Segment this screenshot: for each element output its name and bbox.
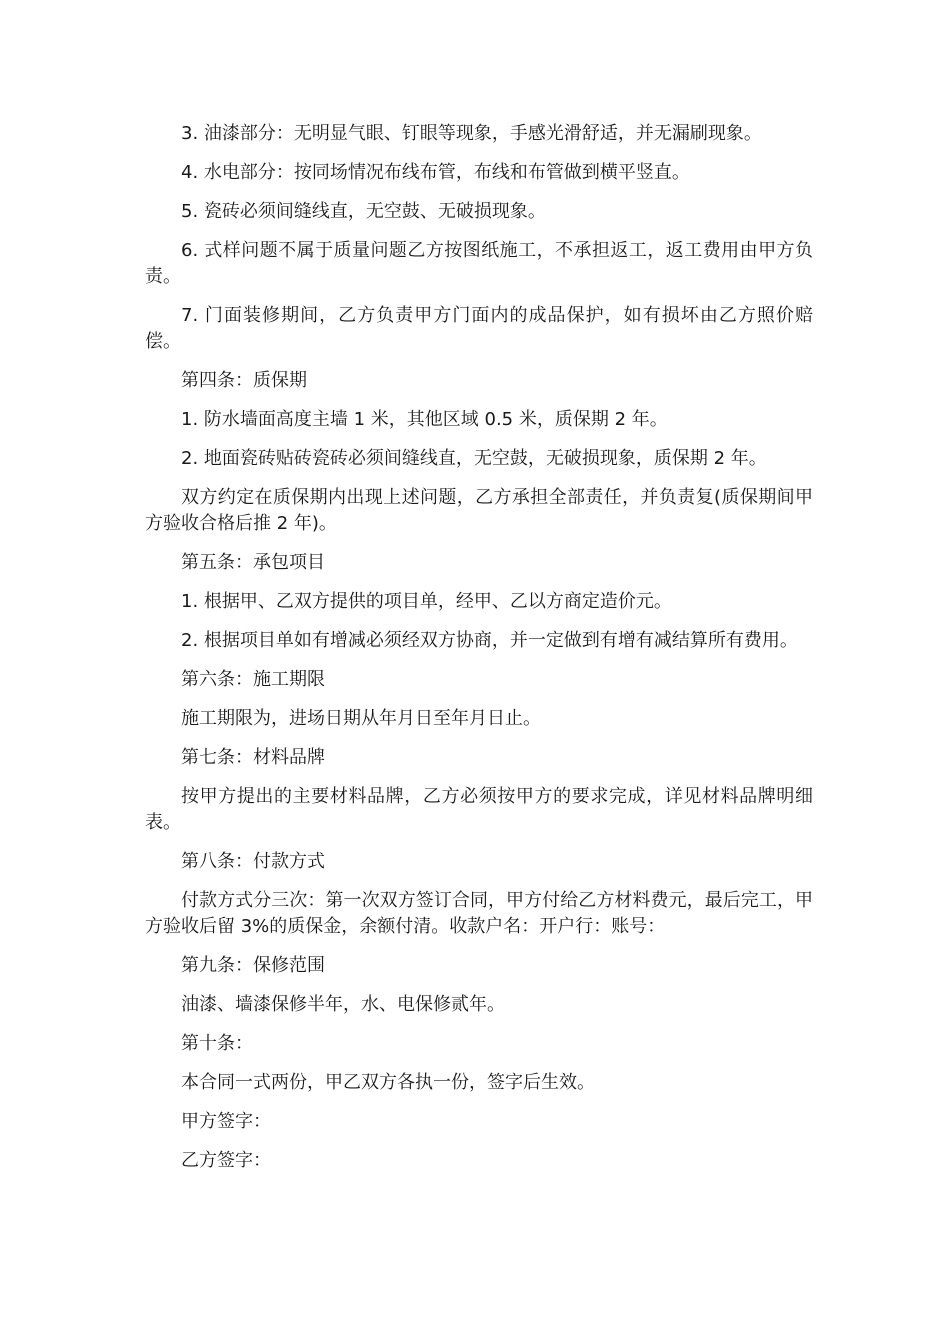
warranty-agreement: 双方约定在质保期内出现上述问题，乙方承担全部责任，并负责复(质保期间甲方验收合格后推 2 年)。: [145, 487, 813, 534]
document-body: [145, 121, 813, 1187]
party-b-signature: 乙方签字：: [181, 1150, 271, 1171]
warranty-item-2: 2. 地面瓷砖贴砖瓷砖必须间缝线直，无空鼓，无破损现象，质保期 2 年。: [181, 448, 767, 469]
payment-terms: 付款方式分三次：第一次双方签订合同，甲方付给乙方材料费元，最后完工，甲方验收后留 3%的质保金，余额付清。收款户名：开户行：账号：: [145, 890, 813, 937]
article-9-heading: 第九条：保修范围: [181, 955, 325, 976]
clause-7-protection: 7. 门面装修期间，乙方负责甲方门面内的成品保护，如有损坏由乙方照价赔偿。: [145, 305, 813, 352]
clause-3-paint: 3. 油漆部分：无明显气眼、钉眼等现象，手感光滑舒适，并无漏刷现象。: [181, 123, 762, 144]
warranty-item-1: 1. 防水墙面高度主墙 1 米，其他区域 0.5 米，质保期 2 年。: [181, 409, 668, 430]
warranty-scope: 油漆、墙漆保修半年，水、电保修贰年。: [181, 994, 505, 1015]
party-a-signature: 甲方签字：: [181, 1111, 271, 1132]
clause-6-style: 6. 式样问题不属于质量问题乙方按图纸施工，不承担返工，返工费用由甲方负责。: [145, 240, 813, 287]
article-4-heading: 第四条：质保期: [181, 370, 307, 391]
contract-item-1: 1. 根据甲、乙双方提供的项目单，经甲、乙以方商定造价元。: [181, 591, 672, 612]
construction-period: 施工期限为，进场日期从年月日至年月日止。: [181, 708, 541, 729]
article-8-heading: 第八条：付款方式: [181, 851, 325, 872]
article-5-heading: 第五条：承包项目: [181, 552, 325, 573]
article-10-heading: 第十条：: [181, 1033, 253, 1054]
article-6-heading: 第六条：施工期限: [181, 669, 325, 690]
contract-item-2: 2. 根据项目单如有增减必须经双方协商，并一定做到有增有减结算所有费用。: [181, 630, 798, 651]
material-brands: 按甲方提出的主要材料品牌，乙方必须按甲方的要求完成，详见材料品牌明细表。: [145, 786, 813, 833]
clause-5-tiles: 5. 瓷砖必须间缝线直，无空鼓、无破损现象。: [181, 201, 546, 222]
clause-4-plumbing-electric: 4. 水电部分：按同场情况布线布管，布线和布管做到横平竖直。: [181, 162, 690, 183]
article-7-heading: 第七条：材料品牌: [181, 747, 325, 768]
contract-copies: 本合同一式两份，甲乙双方各执一份，签字后生效。: [181, 1072, 595, 1093]
